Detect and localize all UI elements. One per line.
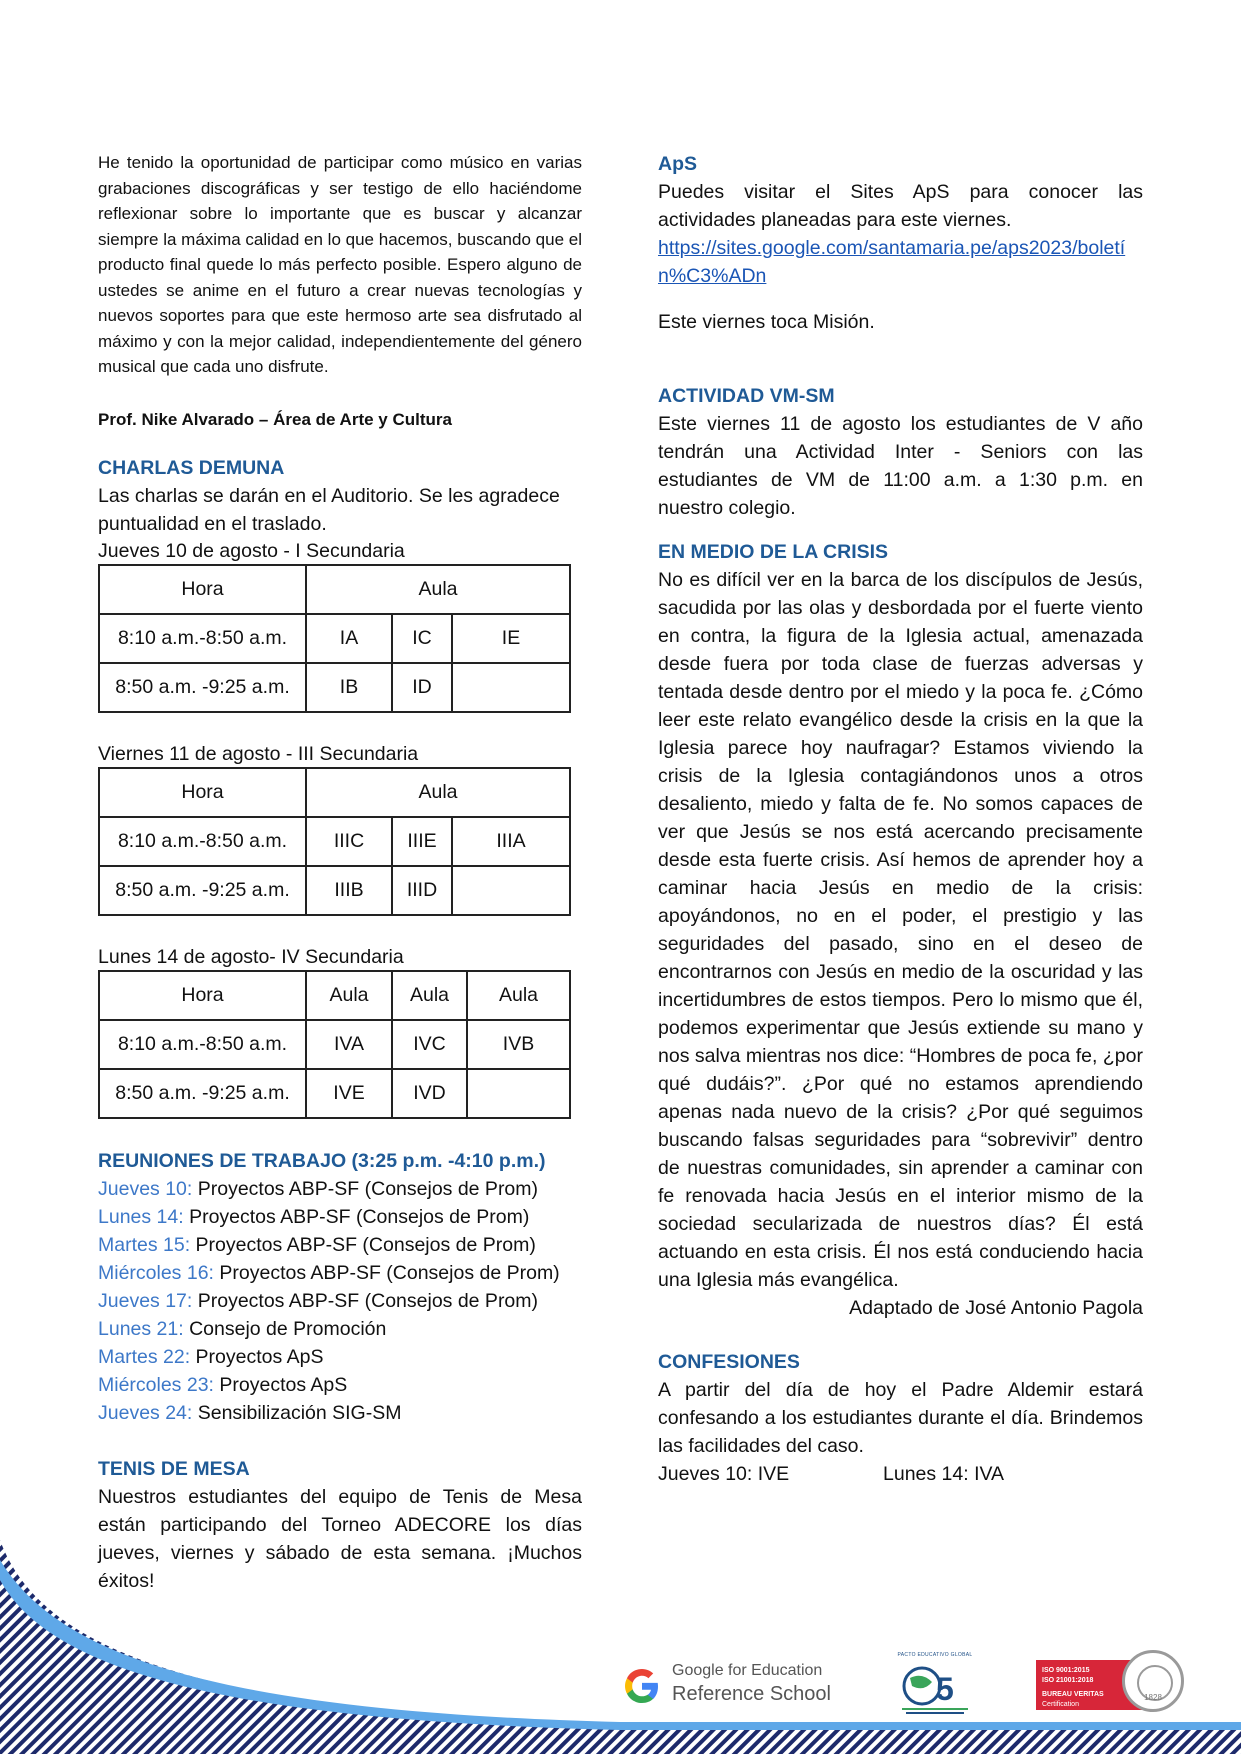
- cell-hora: 8:50 a.m. -9:25 a.m.: [99, 1069, 306, 1118]
- bv-line2: ISO 21001:2018: [1042, 1677, 1094, 1684]
- cell-aula: IIIB: [306, 866, 392, 915]
- confesiones-day-1: Jueves 10: IVE: [658, 1463, 790, 1485]
- header-hora: Hora: [99, 768, 306, 817]
- list-item-day: Jueves 24:: [98, 1401, 193, 1424]
- table-row: [99, 614, 570, 663]
- table-row: [99, 866, 570, 915]
- table1-caption: Jueves 10 de agosto - I Secundaria: [98, 539, 405, 562]
- header-aula: Aula: [392, 971, 467, 1020]
- list-item: [98, 1399, 582, 1427]
- cell-hora: 8:10 a.m.-8:50 a.m.: [99, 614, 306, 663]
- list-item: [98, 1343, 582, 1371]
- bv-line3: BUREAU VERITAS: [1042, 1691, 1104, 1698]
- table-row: [99, 1020, 570, 1069]
- pacto-educativo-logo: [896, 1652, 974, 1724]
- aps-mision: Este viernes toca Misión.: [658, 311, 875, 333]
- bureau-veritas-logo: [1036, 1652, 1191, 1710]
- cell-aula: IIIC: [306, 817, 392, 866]
- list-item: [98, 1287, 582, 1315]
- author-signature: Prof. Nike Alvarado – Área de Arte y Cultura: [98, 409, 452, 429]
- list-item-text: Sensibilización SIG-SM: [192, 1401, 402, 1424]
- table-row: [99, 663, 570, 712]
- schedule-table-3: [98, 970, 571, 1119]
- cell-aula: IIIE: [392, 817, 452, 866]
- charlas-intro: Las charlas se darán en el Auditorio. Se les agradece puntualidad en el traslado.: [98, 484, 560, 535]
- cell-aula: IA: [306, 614, 392, 663]
- aps-heading: ApS: [658, 153, 697, 175]
- footer-logos: [0, 1652, 1241, 1732]
- list-item-text: Proyectos ABP-SF (Consejos de Prom): [183, 1205, 530, 1228]
- header-hora: Hora: [99, 565, 306, 614]
- crisis-attribution: Adaptado de José Antonio Pagola: [849, 1297, 1143, 1319]
- actividad-text: Este viernes 11 de agosto los estudiantes de V año tendrán una Actividad Inter - Seniors con las estudiantes de VM de 11:00 a.m. a 1:30 p.m. en nuestro colegio.: [658, 413, 1143, 519]
- aps-text: Puedes visitar el Sites ApS para conocer las actividades planeadas para este viernes.: [658, 181, 1143, 231]
- list-item-day: Jueves 10:: [98, 1177, 193, 1200]
- list-item-day: Miércoles 16:: [98, 1261, 214, 1284]
- cell-hora: 8:50 a.m. -9:25 a.m.: [99, 663, 306, 712]
- list-item-day: Martes 22:: [98, 1345, 191, 1368]
- list-item-text: Proyectos ABP-SF (Consejos de Prom): [190, 1233, 536, 1256]
- crisis-section: [658, 538, 1143, 1322]
- charlas-heading: CHARLAS DEMUNA: [98, 456, 285, 479]
- cell-hora: 8:50 a.m. -9:25 a.m.: [99, 866, 306, 915]
- bv-line1: ISO 9001:2015: [1042, 1667, 1090, 1674]
- music-paragraph: He tenido la oportunidad de participar como músico en varias grabaciones discográficas y ser testigo de ello haciéndome reflexionar sobre lo importante que es buscar y alcanzar siempre la máxima calidad en lo que hacemos, buscando que el producto final quede lo más perfecto posible. Espero alguno de ustedes se anime en el futuro a crear nuevas tecnologías y nuevos soportes para que este hermoso arte sea disfrutado al máximo y con la mejor calidad, independientemente del género musical que cada uno disfrute.: [98, 153, 582, 376]
- schedule-table-2: [98, 767, 571, 916]
- cell-aula: IIID: [392, 866, 452, 915]
- header-aula: Aula: [467, 971, 570, 1020]
- cell-hora: 8:10 a.m.-8:50 a.m.: [99, 1020, 306, 1069]
- list-item-text: Proyectos ApS: [190, 1345, 324, 1368]
- reuniones-section: [98, 1147, 582, 1427]
- list-item: [98, 1315, 582, 1343]
- tenis-heading: TENIS DE MESA: [98, 1457, 250, 1480]
- reuniones-heading: REUNIONES DE TRABAJO (3:25 p.m. -4:10 p.m.): [98, 1149, 546, 1172]
- list-item: [98, 1203, 582, 1231]
- cell-aula: IVA: [306, 1020, 392, 1069]
- cell-aula: IVC: [392, 1020, 467, 1069]
- header-hora: Hora: [99, 971, 306, 1020]
- bv-line4: Certification: [1042, 1701, 1079, 1708]
- list-item-text: Proyectos ABP-SF (Consejos de Prom): [192, 1177, 539, 1200]
- google-line1: Google for Education: [672, 1662, 823, 1679]
- table2-caption: Viernes 11 de agosto - III Secundaria: [98, 742, 419, 765]
- confesiones-day-2: Lunes 14: IVA: [883, 1463, 1005, 1485]
- confesiones-section: [658, 1348, 1143, 1488]
- list-item-day: Lunes 21:: [98, 1317, 184, 1340]
- cell-aula: IB: [306, 663, 392, 712]
- globe-icon: [896, 1658, 974, 1716]
- cell-aula: IE: [452, 614, 570, 663]
- cell-aula: IVB: [467, 1020, 570, 1069]
- confesiones-text: A partir del día de hoy el Padre Aldemir estará confesando a los estudiantes durante el día. Brindemos las facilidades del caso.: [658, 1379, 1143, 1457]
- list-item: [98, 1371, 582, 1399]
- svg-text:5: 5: [936, 1671, 954, 1707]
- table-row: [99, 817, 570, 866]
- google-line2: Reference School: [672, 1683, 831, 1705]
- cell-aula: IVE: [306, 1069, 392, 1118]
- actividad-section: [658, 382, 1143, 522]
- left-column: [98, 150, 582, 1595]
- list-item-day: Jueves 17:: [98, 1289, 193, 1312]
- cell-aula: IIIA: [452, 817, 570, 866]
- bv-seal-icon: [1122, 1650, 1184, 1712]
- cell-aula: [467, 1069, 570, 1118]
- aps-section: [658, 150, 1143, 336]
- header-aula: Aula: [306, 565, 570, 614]
- google-for-education-logo: [620, 1652, 850, 1712]
- cell-hora: 8:10 a.m.-8:50 a.m.: [99, 817, 306, 866]
- list-item: [98, 1231, 582, 1259]
- right-column: [658, 150, 1143, 1488]
- cell-aula: IVD: [392, 1069, 467, 1118]
- aps-link[interactable]: https://sites.google.com/santamaria.pe/aps2023/boletín%C3%ADn: [658, 237, 1126, 287]
- actividad-heading: ACTIVIDAD VM-SM: [658, 385, 835, 407]
- header-aula: Aula: [306, 768, 570, 817]
- tenis-section: [98, 1455, 582, 1595]
- list-item-day: Lunes 14:: [98, 1205, 184, 1228]
- list-item-text: Consejo de Promoción: [183, 1317, 387, 1340]
- confesiones-heading: CONFESIONES: [658, 1351, 800, 1373]
- crisis-text: No es difícil ver en la barca de los discípulos de Jesús, sacudida por las olas y desbordada por el fuerte viento en contra, la figura de la Iglesia actual, amenazada desde fuera por toda clase de fuerzas adversas y tentada desde dentro por el miedo y la poca fe. ¿Cómo leer este relato evangélico desde la crisis en la que la Iglesia parece hoy naufragar? Estamos viviendo la crisis de la Iglesia contagiándonos unos a otros desaliento, miedo y falta de fe. No somos capaces de ver que Jesús se nos está acercando precisamente desde esta fuerte crisis. Así hemos de aprender hoy a caminar hacia Jesús en medio de la crisis: apoyándonos, no en el poder, el prestigio y las seguridades del pasado, sino en el deseo de encontrarnos con Jesús en medio de la oscuridad y las incertidumbres de estos tiempos. Pero lo mismo que él, podemos experimentar que Jesús extiende su mano y nos salva mientras nos dice: “Hombres de poca fe, ¿por qué dudáis?”. ¿Por qué no estamos aprendiendo apenas nada nuevo de la crisis? ¿Por qué seguimos buscando falsas seguridades para “sobrevivir” dentro de nuestras comunidades, sin aprender a caminar con fe renovada hacia Jesús en el interior mismo de la sociedad secularizada de nuestros días? Él está actuando en esta crisis. Él nos está conduciendo hacia una Iglesia más evangélica.: [658, 569, 1143, 1291]
- list-item-day: Miércoles 23:: [98, 1373, 214, 1396]
- google-g-icon: [622, 1666, 662, 1706]
- cell-aula: [452, 866, 570, 915]
- header-aula: Aula: [306, 971, 392, 1020]
- table3-caption: Lunes 14 de agosto- IV Secundaria: [98, 945, 404, 968]
- list-item-text: Proyectos ABP-SF (Consejos de Prom): [192, 1289, 539, 1312]
- list-item: [98, 1175, 582, 1203]
- list-item-text: Proyectos ApS: [213, 1373, 348, 1396]
- crisis-heading: EN MEDIO DE LA CRISIS: [658, 541, 889, 563]
- table-row: [99, 1069, 570, 1118]
- list-item-text: Proyectos ABP-SF (Consejos de Prom): [213, 1261, 560, 1284]
- pe-logo-text: PACTO EDUCATIVO GLOBAL: [897, 1652, 973, 1658]
- bv-seal-year: 1828: [1144, 1693, 1162, 1702]
- cell-aula: ID: [392, 663, 452, 712]
- cell-aula: [452, 663, 570, 712]
- tenis-text: Nuestros estudiantes del equipo de Tenis de Mesa están participando del Torneo ADECORE los días jueves, viernes y sábado de esta semana. ¡Muchos éxitos!: [98, 1485, 582, 1592]
- charlas-section: [98, 454, 582, 1119]
- schedule-table-1: [98, 564, 571, 713]
- list-item-day: Martes 15:: [98, 1233, 191, 1256]
- list-item: [98, 1259, 582, 1287]
- cell-aula: IC: [392, 614, 452, 663]
